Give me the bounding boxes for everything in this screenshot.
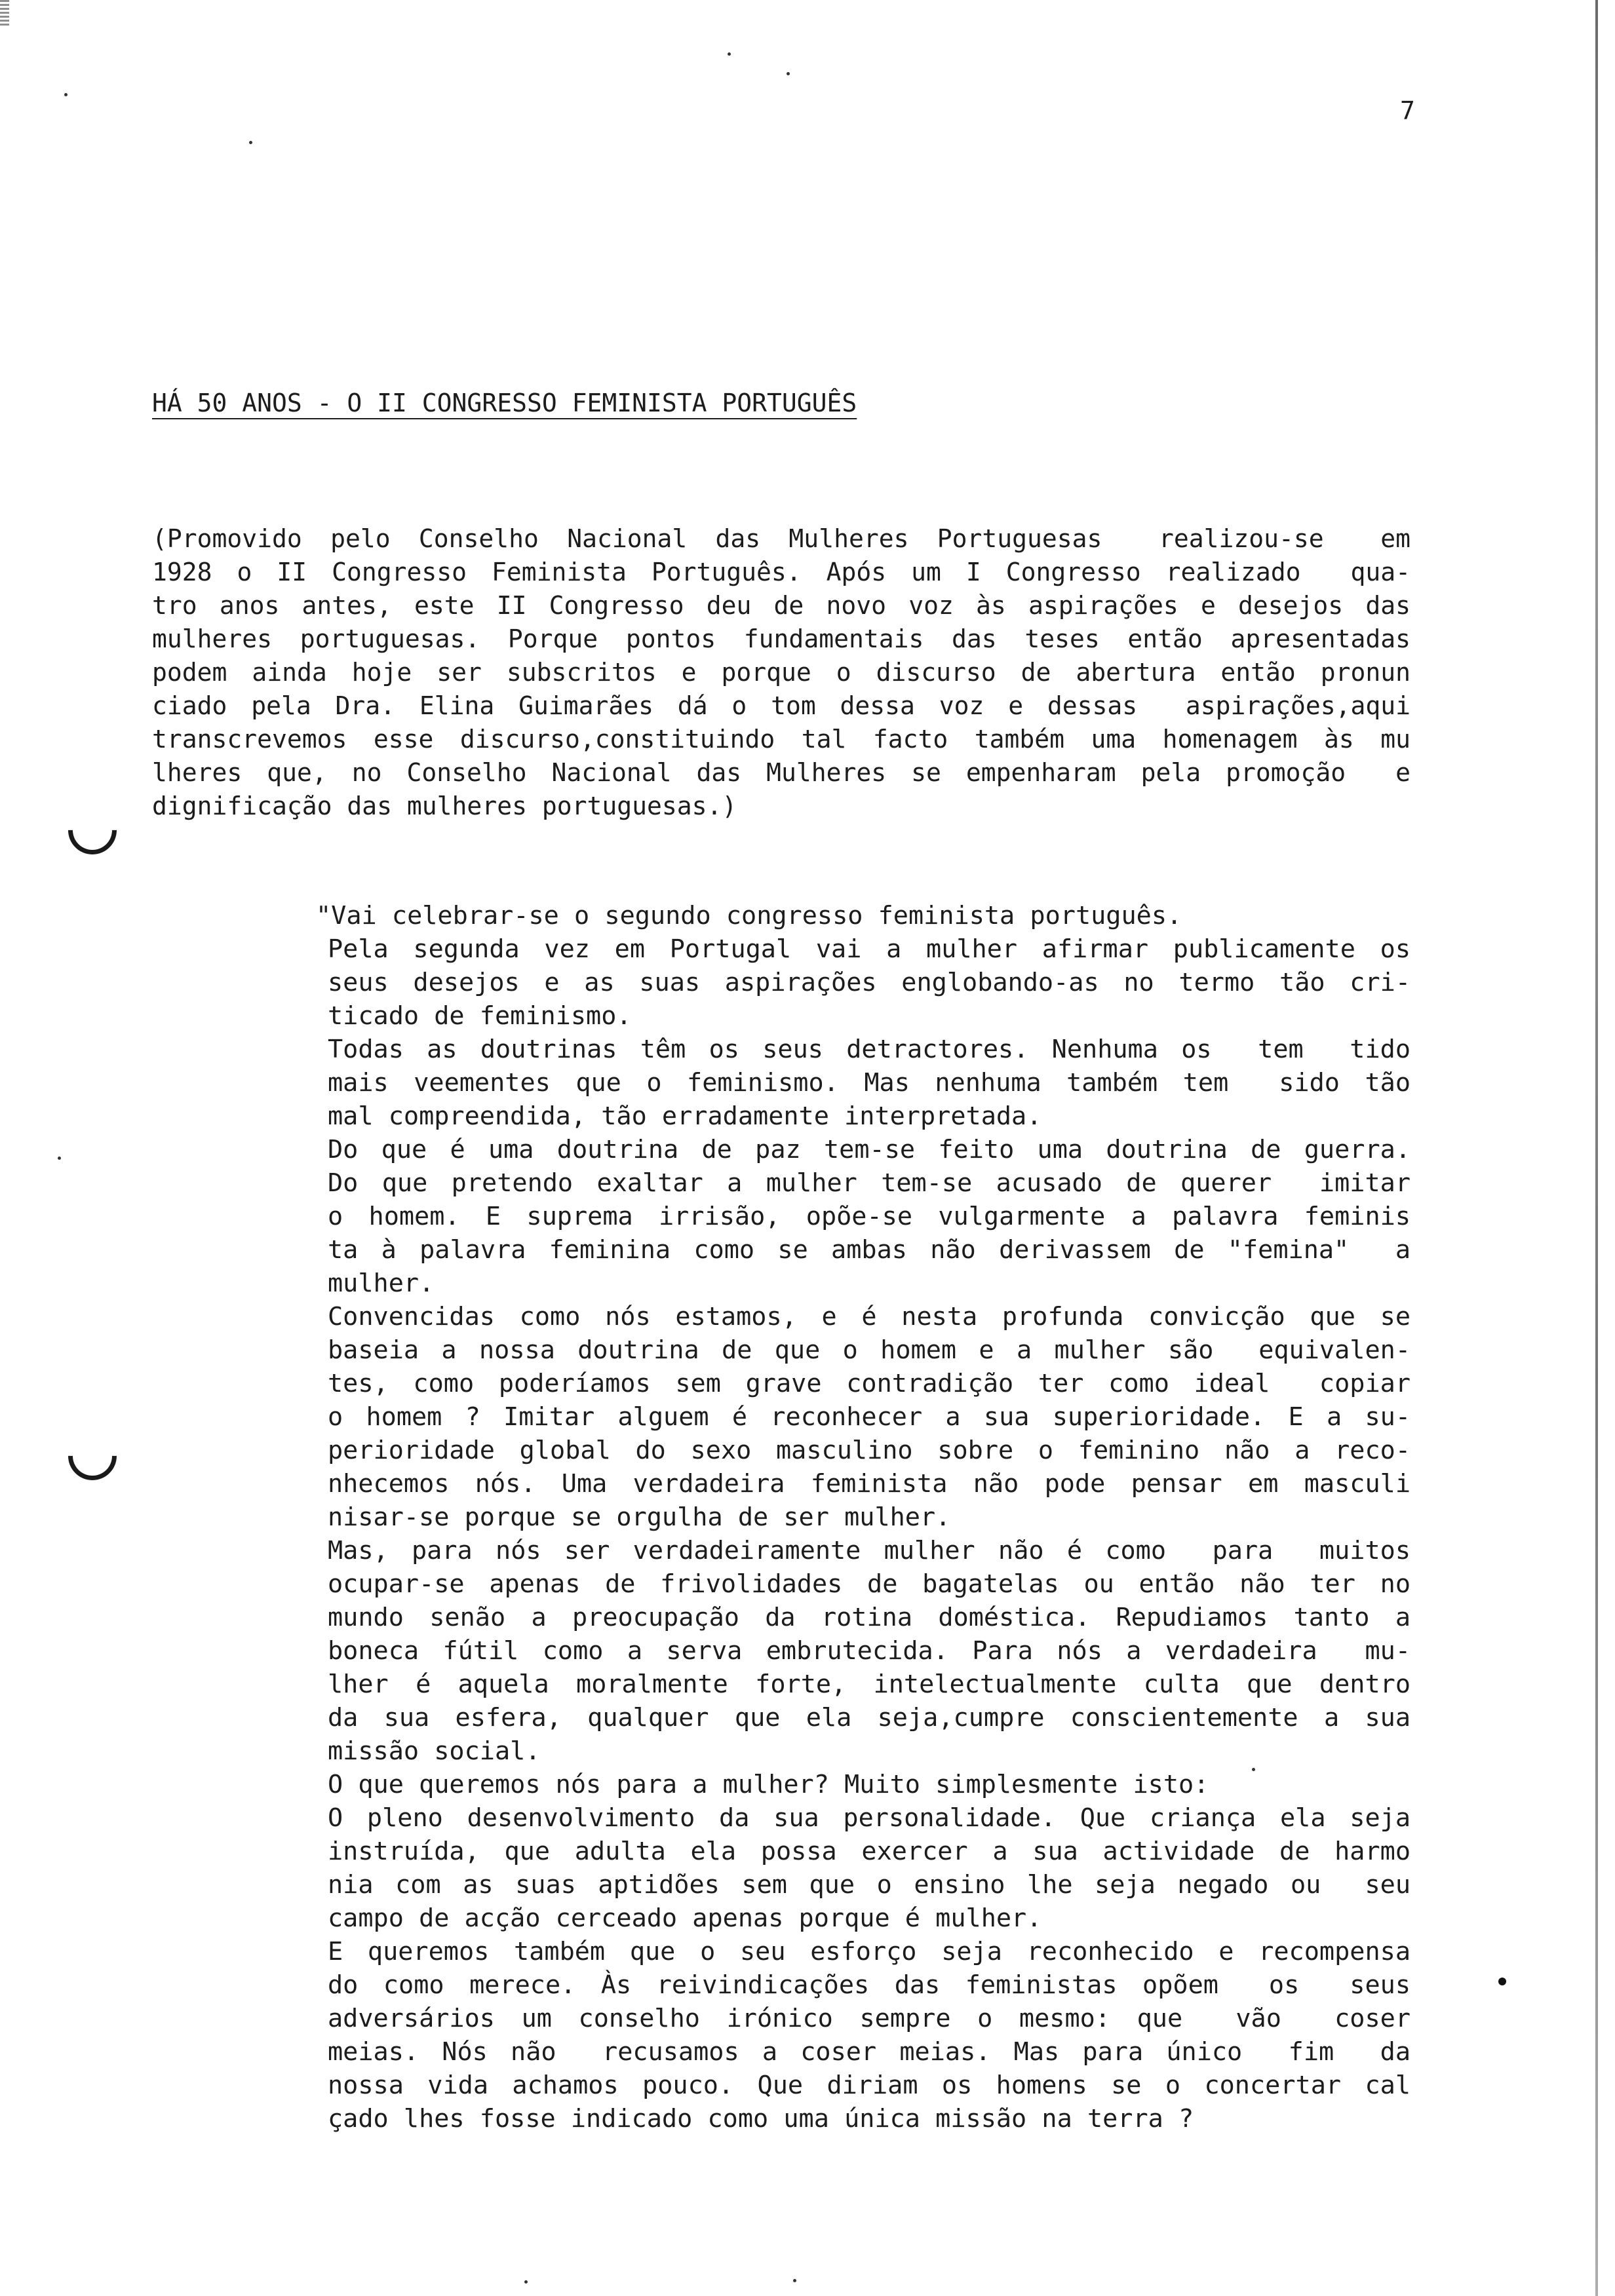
- speech-line: nia com as suas aptidões sem que o ensino lhe seja negado ou seu: [328, 1870, 1411, 1900]
- speech-line: Convencidas como nós estamos, e é nesta profunda convicção que se: [328, 1302, 1411, 1331]
- intro-line: 1928 o II Congresso Feminista Português. Após um I Congresso realizado qua-: [152, 558, 1411, 586]
- scan-speck: [524, 2280, 528, 2284]
- scan-speck: [1252, 1768, 1255, 1771]
- speech-line: o homem. E suprema irrisão, opõe-se vulgarmente a palavra feminis: [328, 1202, 1411, 1231]
- speech-line: nhecemos nós. Uma verdadeira feminista não pode pensar em masculi: [328, 1469, 1411, 1499]
- intro-line: mulheres portuguesas. Porque pontos fundamentais das teses então apresentadas: [152, 624, 1411, 653]
- speech-line: ticado de feminismo.: [328, 1001, 632, 1031]
- intro-line: tro anos antes, este II Congresso deu de novo voz às aspirações e desejos das: [152, 591, 1411, 620]
- speech-line: Todas as doutrinas têm os seus detractores. Nenhuma os tem tido: [328, 1035, 1411, 1064]
- scan-speck: [793, 2279, 796, 2282]
- speech-line: çado lhes fosse indicado como uma única missão na terra ?: [328, 2104, 1194, 2133]
- scan-speck: [728, 52, 731, 56]
- speech-line: boneca fútil como a serva embrutecida. Para nós a verdadeira mu-: [328, 1636, 1411, 1666]
- scan-artifact-corner: [0, 0, 9, 26]
- speech-line: mulher.: [328, 1269, 435, 1298]
- intro-line: lheres que, no Conselho Nacional das Mulheres se empenharam pela promoção e: [152, 758, 1411, 787]
- speech-line: nossa vida achamos pouco. Que diriam os homens se o concertar cal: [328, 2071, 1411, 2100]
- page-number: 7: [1400, 96, 1415, 125]
- intro-line: dignificação das mulheres portuguesas.): [152, 792, 737, 820]
- intro-paragraph: [152, 522, 1411, 823]
- speech-line: tes, como poderíamos sem grave contradição ter como ideal copiar: [328, 1369, 1411, 1398]
- speech-line: baseia a nossa doutrina de que o homem e a mulher são equivalen-: [328, 1335, 1411, 1365]
- scan-speck: [249, 141, 252, 144]
- speech-line: Mas, para nós ser verdadeiramente mulher não é como para muitos: [328, 1536, 1411, 1565]
- speech-line: mal compreendida, tão erradamente interpretada.: [328, 1101, 1042, 1131]
- speech-line: adversários um conselho irónico sempre o mesmo: que vão coser: [328, 2004, 1411, 2033]
- speech-quote: [316, 899, 1411, 2135]
- speech-line: campo de acção cerceado apenas porque é mulher.: [328, 1904, 1042, 1933]
- punch-hole-mark: [58, 796, 127, 865]
- speech-line: mais veementes que o feminismo. Mas nenhuma também tem sido tão: [328, 1068, 1411, 1098]
- scan-dot: [1498, 1978, 1506, 1985]
- intro-line: ciado pela Dra. Elina Guimarães dá o tom dessa voz e dessas aspirações,aqui: [152, 691, 1411, 720]
- speech-line: seus desejos e as suas aspirações englobando-as no termo tão cri-: [328, 968, 1411, 997]
- scan-artifact-edge: [1595, 0, 1598, 2296]
- speech-line: perioridade global do sexo masculino sobre o feminino não a reco-: [328, 1436, 1411, 1465]
- speech-line: o homem ? Imitar alguem é reconhecer a sua superioridade. E a su-: [328, 1402, 1411, 1432]
- punch-hole-mark: [58, 1422, 127, 1491]
- speech-line: Do que é uma doutrina de paz tem-se feito uma doutrina de guerra.: [328, 1135, 1411, 1164]
- speech-line: do como merece. Às reivindicações das feministas opõem os seus: [328, 1970, 1411, 2000]
- speech-line: missão social.: [328, 1736, 541, 1766]
- scan-speck: [787, 72, 790, 75]
- intro-line: (Promovido pelo Conselho Nacional das Mulheres Portuguesas realizou-se em: [152, 524, 1411, 553]
- speech-line: O pleno desenvolvimento da sua personalidade. Que criança ela seja: [328, 1803, 1411, 1833]
- speech-line: E queremos também que o seu esforço seja reconhecido e recompensa: [328, 1937, 1411, 1966]
- speech-line: "Vai celebrar-se o segundo congresso feminista português.: [316, 901, 1182, 930]
- speech-line: da sua esfera, qualquer que ela seja,cumpre conscientemente a sua: [328, 1703, 1411, 1732]
- speech-line: nisar-se porque se orgulha de ser mulher.: [328, 1502, 951, 1532]
- speech-line: instruída, que adulta ela possa exercer a sua actividade de harmo: [328, 1837, 1411, 1866]
- intro-line: transcrevemos esse discurso,constituindo tal facto também uma homenagem às mu: [152, 725, 1411, 754]
- speech-line: lher é aquela moralmente forte, intelectualmente culta que dentro: [328, 1670, 1411, 1699]
- page-title: HÁ 50 ANOS - O II CONGRESSO FEMINISTA PORTUGUÊS: [152, 389, 857, 417]
- scan-speck: [64, 93, 68, 96]
- speech-line: ta à palavra feminina como se ambas não derivassem de "femina" a: [328, 1235, 1411, 1265]
- speech-line: Do que pretendo exaltar a mulher tem-se acusado de querer imitar: [328, 1168, 1411, 1198]
- scan-speck: [58, 1157, 61, 1160]
- speech-line: ocupar-se apenas de frivolidades de bagatelas ou então não ter no: [328, 1569, 1411, 1599]
- speech-line: O que queremos nós para a mulher? Muito simplesmente isto:: [328, 1770, 1209, 1799]
- intro-line: podem ainda hoje ser subscritos e porque o discurso de abertura então pronun: [152, 658, 1411, 687]
- speech-line: meias. Nós não recusamos a coser meias. Mas para único fim da: [328, 2037, 1411, 2067]
- speech-line: Pela segunda vez em Portugal vai a mulher afirmar publicamente os: [328, 934, 1411, 964]
- speech-line: mundo senão a preocupação da rotina doméstica. Repudiamos tanto a: [328, 1603, 1411, 1632]
